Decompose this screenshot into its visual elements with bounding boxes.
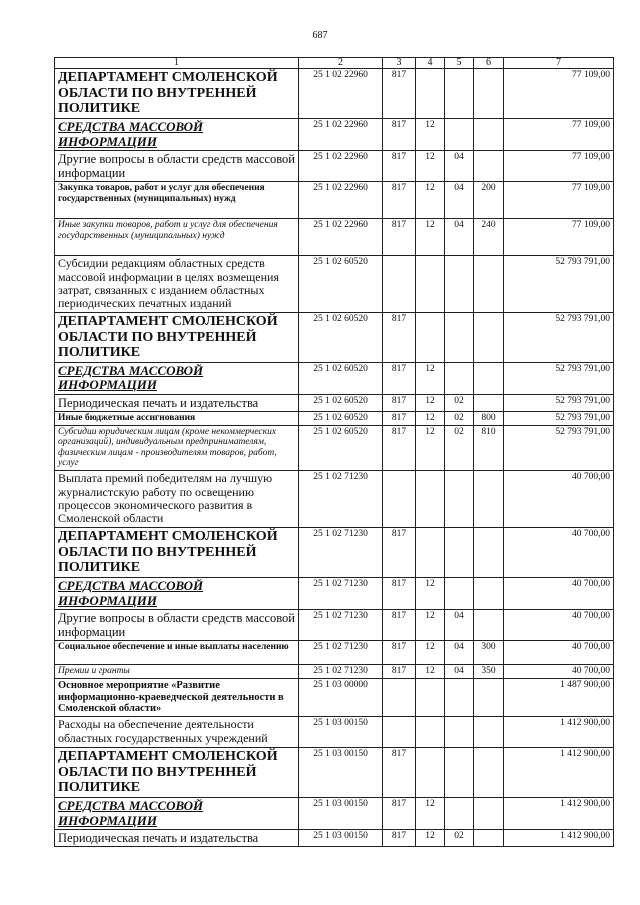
cell-c5 (445, 119, 474, 151)
cell-c5: 02 (445, 411, 474, 425)
table-row (55, 830, 614, 847)
cell-name: Социальное обеспечение и иные выплаты населению (55, 641, 299, 665)
cell-c4 (416, 678, 445, 716)
cell-amount: 52 793 791,00 (504, 394, 614, 411)
cell-amount: 52 793 791,00 (504, 425, 614, 471)
table-row (55, 748, 614, 798)
cell-c4: 12 (416, 119, 445, 151)
cell-name: Периодическая печать и издательства (55, 830, 299, 847)
cell-amount: 1 412 900,00 (504, 748, 614, 798)
cell-c5 (445, 471, 474, 528)
cell-c5: 02 (445, 394, 474, 411)
cell-c5: 04 (445, 610, 474, 641)
cell-c5: 02 (445, 830, 474, 847)
table-row (55, 182, 614, 219)
cell-c4: 12 (416, 830, 445, 847)
cell-c6 (474, 798, 504, 830)
cell-c4 (416, 717, 445, 748)
cell-c6 (474, 471, 504, 528)
cell-amount: 77 109,00 (504, 182, 614, 219)
cell-name: Премии и гранты (55, 665, 299, 679)
cell-c6 (474, 312, 504, 362)
cell-c3: 817 (383, 748, 416, 798)
cell-code: 25 1 02 60520 (299, 394, 383, 411)
cell-code: 25 1 02 60520 (299, 425, 383, 471)
cell-c3: 817 (383, 830, 416, 847)
cell-c6 (474, 578, 504, 610)
cell-c6 (474, 362, 504, 394)
cell-name: ДЕПАРТАМЕНТ СМОЛЕНСКОЙ ОБЛАСТИ ПО ВНУТРЕННЕЙ ПОЛИТИКЕ (55, 69, 299, 119)
cell-c6 (474, 717, 504, 748)
cell-c5 (445, 748, 474, 798)
cell-c4: 12 (416, 362, 445, 394)
table-row (55, 256, 614, 313)
cell-amount: 77 109,00 (504, 219, 614, 256)
cell-amount: 77 109,00 (504, 69, 614, 119)
cell-name: Периодическая печать и издательства (55, 394, 299, 411)
cell-c5: 02 (445, 425, 474, 471)
cell-code: 25 1 03 00150 (299, 748, 383, 798)
cell-c6 (474, 830, 504, 847)
cell-code: 25 1 03 00000 (299, 678, 383, 716)
cell-c5: 04 (445, 151, 474, 182)
cell-amount: 1 487 900,00 (504, 678, 614, 716)
column-header: 7 (504, 58, 614, 69)
cell-c6 (474, 394, 504, 411)
table-row (55, 798, 614, 830)
cell-c3: 817 (383, 69, 416, 119)
cell-code: 25 1 02 22960 (299, 219, 383, 256)
cell-c4: 12 (416, 665, 445, 679)
cell-name: Иные бюджетные ассигнования (55, 411, 299, 425)
cell-name: СРЕДСТВА МАССОВОЙ ИНФОРМАЦИИ (55, 362, 299, 394)
cell-c6 (474, 69, 504, 119)
cell-amount: 77 109,00 (504, 119, 614, 151)
column-header: 5 (445, 58, 474, 69)
table-body (55, 69, 614, 847)
cell-c3: 817 (383, 394, 416, 411)
column-header: 4 (416, 58, 445, 69)
cell-code: 25 1 02 71230 (299, 665, 383, 679)
cell-code: 25 1 03 00150 (299, 830, 383, 847)
cell-c5: 04 (445, 182, 474, 219)
cell-c3: 817 (383, 665, 416, 679)
cell-c6 (474, 256, 504, 313)
table-row (55, 665, 614, 679)
cell-amount: 1 412 900,00 (504, 717, 614, 748)
cell-code: 25 1 02 71230 (299, 578, 383, 610)
table-row (55, 69, 614, 119)
cell-c4: 12 (416, 578, 445, 610)
cell-name: СРЕДСТВА МАССОВОЙ ИНФОРМАЦИИ (55, 119, 299, 151)
cell-c4: 12 (416, 610, 445, 641)
cell-c4: 12 (416, 394, 445, 411)
cell-c3 (383, 717, 416, 748)
cell-c4 (416, 748, 445, 798)
cell-amount: 77 109,00 (504, 151, 614, 182)
column-header: 3 (383, 58, 416, 69)
cell-code: 25 1 02 60520 (299, 312, 383, 362)
cell-code: 25 1 02 22960 (299, 119, 383, 151)
cell-c5 (445, 528, 474, 578)
cell-c6 (474, 528, 504, 578)
cell-code: 25 1 02 60520 (299, 411, 383, 425)
table-row (55, 362, 614, 394)
table-row (55, 425, 614, 471)
cell-c5: 04 (445, 219, 474, 256)
cell-c6: 240 (474, 219, 504, 256)
table-row (55, 641, 614, 665)
cell-c4 (416, 69, 445, 119)
cell-c4 (416, 471, 445, 528)
cell-amount: 40 700,00 (504, 665, 614, 679)
cell-c3: 817 (383, 425, 416, 471)
cell-c4 (416, 528, 445, 578)
cell-c5 (445, 678, 474, 716)
cell-name: Основное мероприятие «Развитие информационно-краеведческой деятельности в Смоленской области» (55, 678, 299, 716)
column-header: 1 (55, 58, 299, 69)
cell-code: 25 1 02 71230 (299, 471, 383, 528)
cell-c3: 817 (383, 641, 416, 665)
cell-code: 25 1 02 71230 (299, 528, 383, 578)
table-row (55, 471, 614, 528)
page-number: 687 (312, 30, 328, 41)
cell-amount: 40 700,00 (504, 471, 614, 528)
table-row (55, 411, 614, 425)
cell-c3: 817 (383, 411, 416, 425)
cell-c6 (474, 610, 504, 641)
cell-code: 25 1 03 00150 (299, 798, 383, 830)
cell-name: Субсидии редакциям областных средств массовой информации в целях возмещения затрат, связанных с изданием областных периодических печатных изданий (55, 256, 299, 313)
table-row (55, 528, 614, 578)
cell-name: СРЕДСТВА МАССОВОЙ ИНФОРМАЦИИ (55, 578, 299, 610)
table-row (55, 394, 614, 411)
cell-code: 25 1 02 60520 (299, 256, 383, 313)
cell-name: Субсидии юридическим лицам (кроме некоммерческих организаций), индивидуальным предпринимателям, физическим лицам - производителям товаров, работ, услуг (55, 425, 299, 471)
cell-code: 25 1 02 71230 (299, 641, 383, 665)
cell-code: 25 1 02 60520 (299, 362, 383, 394)
table-row (55, 678, 614, 716)
cell-code: 25 1 03 00150 (299, 717, 383, 748)
cell-amount: 52 793 791,00 (504, 362, 614, 394)
budget-table (54, 57, 614, 847)
cell-amount: 40 700,00 (504, 578, 614, 610)
cell-c4: 12 (416, 798, 445, 830)
cell-c5: 04 (445, 641, 474, 665)
cell-c5 (445, 717, 474, 748)
table-row (55, 578, 614, 610)
cell-name: Закупка товаров, работ и услуг для обеспечения государственных (муниципальных) нужд (55, 182, 299, 219)
cell-c3: 817 (383, 362, 416, 394)
cell-amount: 40 700,00 (504, 641, 614, 665)
column-header: 2 (299, 58, 383, 69)
table-row (55, 219, 614, 256)
cell-c4: 12 (416, 425, 445, 471)
cell-name: Выплата премий победителям на лучшую журналистскую работу по освещению процессов экономического развития в Смоленской области (55, 471, 299, 528)
cell-c4 (416, 312, 445, 362)
cell-c4: 12 (416, 641, 445, 665)
cell-c3: 817 (383, 219, 416, 256)
cell-amount: 52 793 791,00 (504, 312, 614, 362)
cell-c3: 817 (383, 182, 416, 219)
cell-name: Другие вопросы в области средств массовой информации (55, 610, 299, 641)
cell-c5 (445, 69, 474, 119)
cell-c6 (474, 151, 504, 182)
cell-c3 (383, 471, 416, 528)
cell-c3: 817 (383, 119, 416, 151)
column-header: 6 (474, 58, 504, 69)
cell-c3: 817 (383, 528, 416, 578)
cell-code: 25 1 02 22960 (299, 182, 383, 219)
cell-c5: 04 (445, 665, 474, 679)
cell-amount: 1 412 900,00 (504, 798, 614, 830)
table-row (55, 151, 614, 182)
cell-c6 (474, 748, 504, 798)
cell-name: Иные закупки товаров, работ и услуг для обеспечения государственных (муниципальных) нужд (55, 219, 299, 256)
cell-name: Расходы на обеспечение деятельности областных государственных учреждений (55, 717, 299, 748)
cell-code: 25 1 02 22960 (299, 151, 383, 182)
cell-c3: 817 (383, 798, 416, 830)
cell-c5 (445, 798, 474, 830)
cell-amount: 52 793 791,00 (504, 256, 614, 313)
cell-c6 (474, 119, 504, 151)
cell-c6: 810 (474, 425, 504, 471)
cell-c3: 817 (383, 151, 416, 182)
table-row (55, 312, 614, 362)
column-header-row (55, 58, 614, 69)
cell-c3: 817 (383, 312, 416, 362)
cell-amount: 40 700,00 (504, 610, 614, 641)
cell-c4: 12 (416, 411, 445, 425)
cell-c6: 200 (474, 182, 504, 219)
cell-code: 25 1 02 22960 (299, 69, 383, 119)
cell-name: ДЕПАРТАМЕНТ СМОЛЕНСКОЙ ОБЛАСТИ ПО ВНУТРЕННЕЙ ПОЛИТИКЕ (55, 748, 299, 798)
cell-name: ДЕПАРТАМЕНТ СМОЛЕНСКОЙ ОБЛАСТИ ПО ВНУТРЕННЕЙ ПОЛИТИКЕ (55, 528, 299, 578)
table-row (55, 119, 614, 151)
cell-c6 (474, 678, 504, 716)
cell-c4: 12 (416, 151, 445, 182)
cell-c5 (445, 256, 474, 313)
cell-c6: 800 (474, 411, 504, 425)
cell-c6: 350 (474, 665, 504, 679)
cell-c5 (445, 578, 474, 610)
cell-amount: 40 700,00 (504, 528, 614, 578)
cell-c4: 12 (416, 219, 445, 256)
cell-name: СРЕДСТВА МАССОВОЙ ИНФОРМАЦИИ (55, 798, 299, 830)
cell-c3: 817 (383, 578, 416, 610)
cell-c5 (445, 312, 474, 362)
cell-c4 (416, 256, 445, 313)
cell-c4: 12 (416, 182, 445, 219)
table-row (55, 717, 614, 748)
cell-code: 25 1 02 71230 (299, 610, 383, 641)
cell-amount: 52 793 791,00 (504, 411, 614, 425)
cell-c6: 300 (474, 641, 504, 665)
cell-name: ДЕПАРТАМЕНТ СМОЛЕНСКОЙ ОБЛАСТИ ПО ВНУТРЕННЕЙ ПОЛИТИКЕ (55, 312, 299, 362)
cell-name: Другие вопросы в области средств массовой информации (55, 151, 299, 182)
cell-c3: 817 (383, 610, 416, 641)
table-row (55, 610, 614, 641)
cell-c3 (383, 256, 416, 313)
cell-amount: 1 412 900,00 (504, 830, 614, 847)
cell-c5 (445, 362, 474, 394)
cell-c3 (383, 678, 416, 716)
